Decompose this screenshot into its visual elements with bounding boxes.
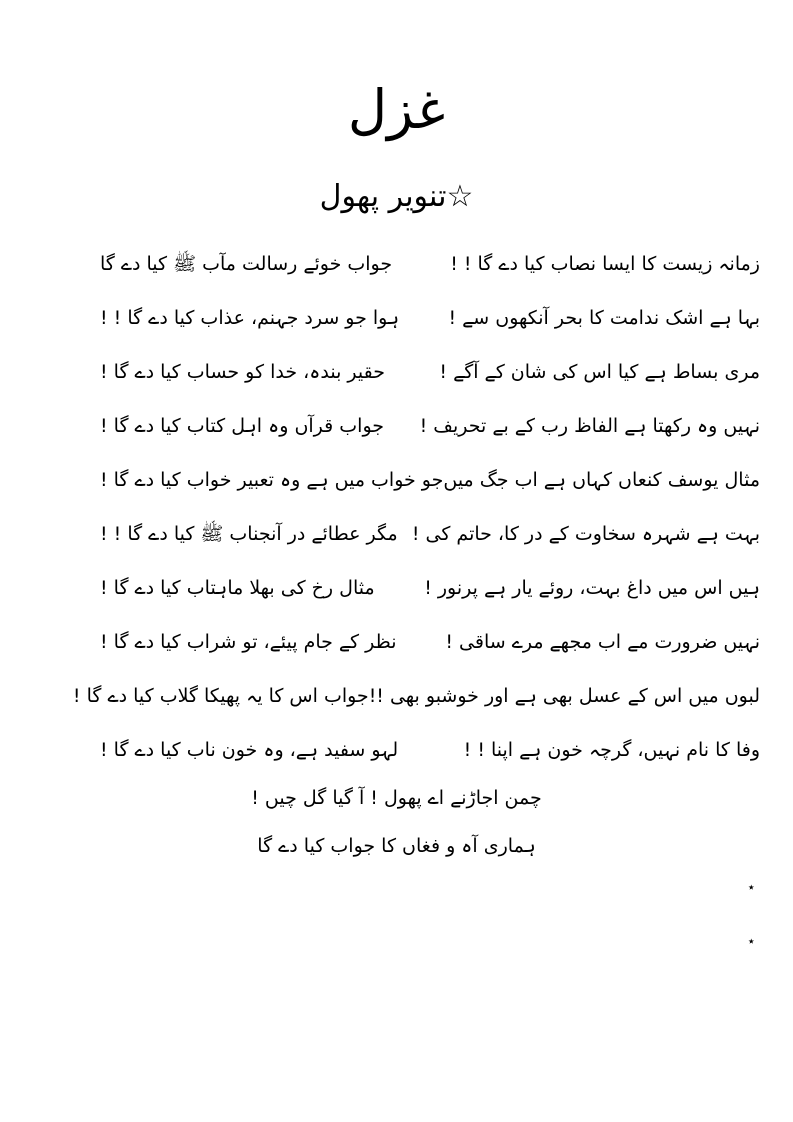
verse-first-line: بہا ہے اشک ندامت کا بحر آنکھوں سے !	[448, 307, 760, 329]
verse-line	[100, 298, 760, 338]
verse-second-line: جواب اس کا یہ پھیکا گلاب کیا دے گا !	[72, 685, 369, 707]
verse-line	[100, 406, 760, 446]
verse-line	[100, 730, 760, 770]
ghazal-title: غزل	[347, 78, 446, 141]
verse-line	[100, 514, 760, 554]
verse-second-line: لہو سفید ہے، وہ خون ناب کیا دے گا !	[100, 739, 399, 761]
maqta-second-line: ہماری آہ و فغاں کا جواب کیا دے گا	[257, 835, 536, 857]
verse-first-line: زمانہ زیست کا ایسا نصاب کیا دے گا ! !	[450, 253, 760, 275]
verse-second-line: جو خواب میں ہے وہ تعبیر خواب کیا دے گا !	[99, 469, 444, 491]
maqta-first-line: چمن اجاڑنے اے پھول ! آ گیا گل چیں !	[251, 787, 542, 809]
verse-first-line: نہیں ضرورت مے اب مجھے مرے ساقی !	[445, 631, 760, 653]
page-mark: ٭	[748, 934, 755, 948]
verse-line	[100, 568, 760, 608]
author-name: ☆تنویر پھول	[319, 179, 474, 214]
verse-second-line: مثال رخ کی بھلا ماہتاب کیا دے گا !	[100, 577, 375, 599]
verse-line	[100, 244, 760, 284]
verse-second-line: ہوا جو سرد جہنم، عذاب کیا دے گا ! !	[100, 307, 400, 329]
verse-first-line: مثال یوسف کنعاں کہاں ہے اب جگ میں	[443, 469, 760, 491]
verse-line	[100, 352, 760, 392]
verse-first-line: لبوں میں اس کے عسل بھی ہے اور خوشبو بھی !!	[368, 685, 760, 707]
verse-line	[100, 460, 760, 500]
verse-second-line: مگر عطائے در آنجناب ﷺ کیا دے گا ! !	[100, 523, 398, 545]
verse-first-line: مری بساط ہے کیا اس کی شان کے آگے !	[439, 361, 760, 383]
verse-second-line: حقیر بندہ، خدا کو حساب کیا دے گا !	[100, 361, 385, 383]
verse-second-line: جواب خوئے رسالت مآب ﷺ کیا دے گا	[100, 253, 393, 275]
page-mark: ٭	[748, 880, 755, 894]
verse-second-line: جواب قرآں وہ اہل کتاب کیا دے گا !	[100, 415, 385, 437]
verse-first-line: وفا کا نام نہیں، گرچہ خون ہے اپنا ! !	[463, 739, 760, 761]
verse-first-line: ہیں اس میں داغ بہت، روئے یار ہے پرنور !	[424, 577, 760, 599]
verse-line	[72, 676, 760, 716]
verse-second-line: نظر کے جام پیئے، تو شراب کیا دے گا !	[100, 631, 397, 653]
verse-line	[100, 622, 760, 662]
verse-first-line: بہت ہے شہرہ سخاوت کے در کا، حاتم کی !	[411, 523, 760, 545]
verse-first-line: نہیں وہ رکھتا ہے الفاظ رب کے بے تحریف !	[419, 415, 760, 437]
